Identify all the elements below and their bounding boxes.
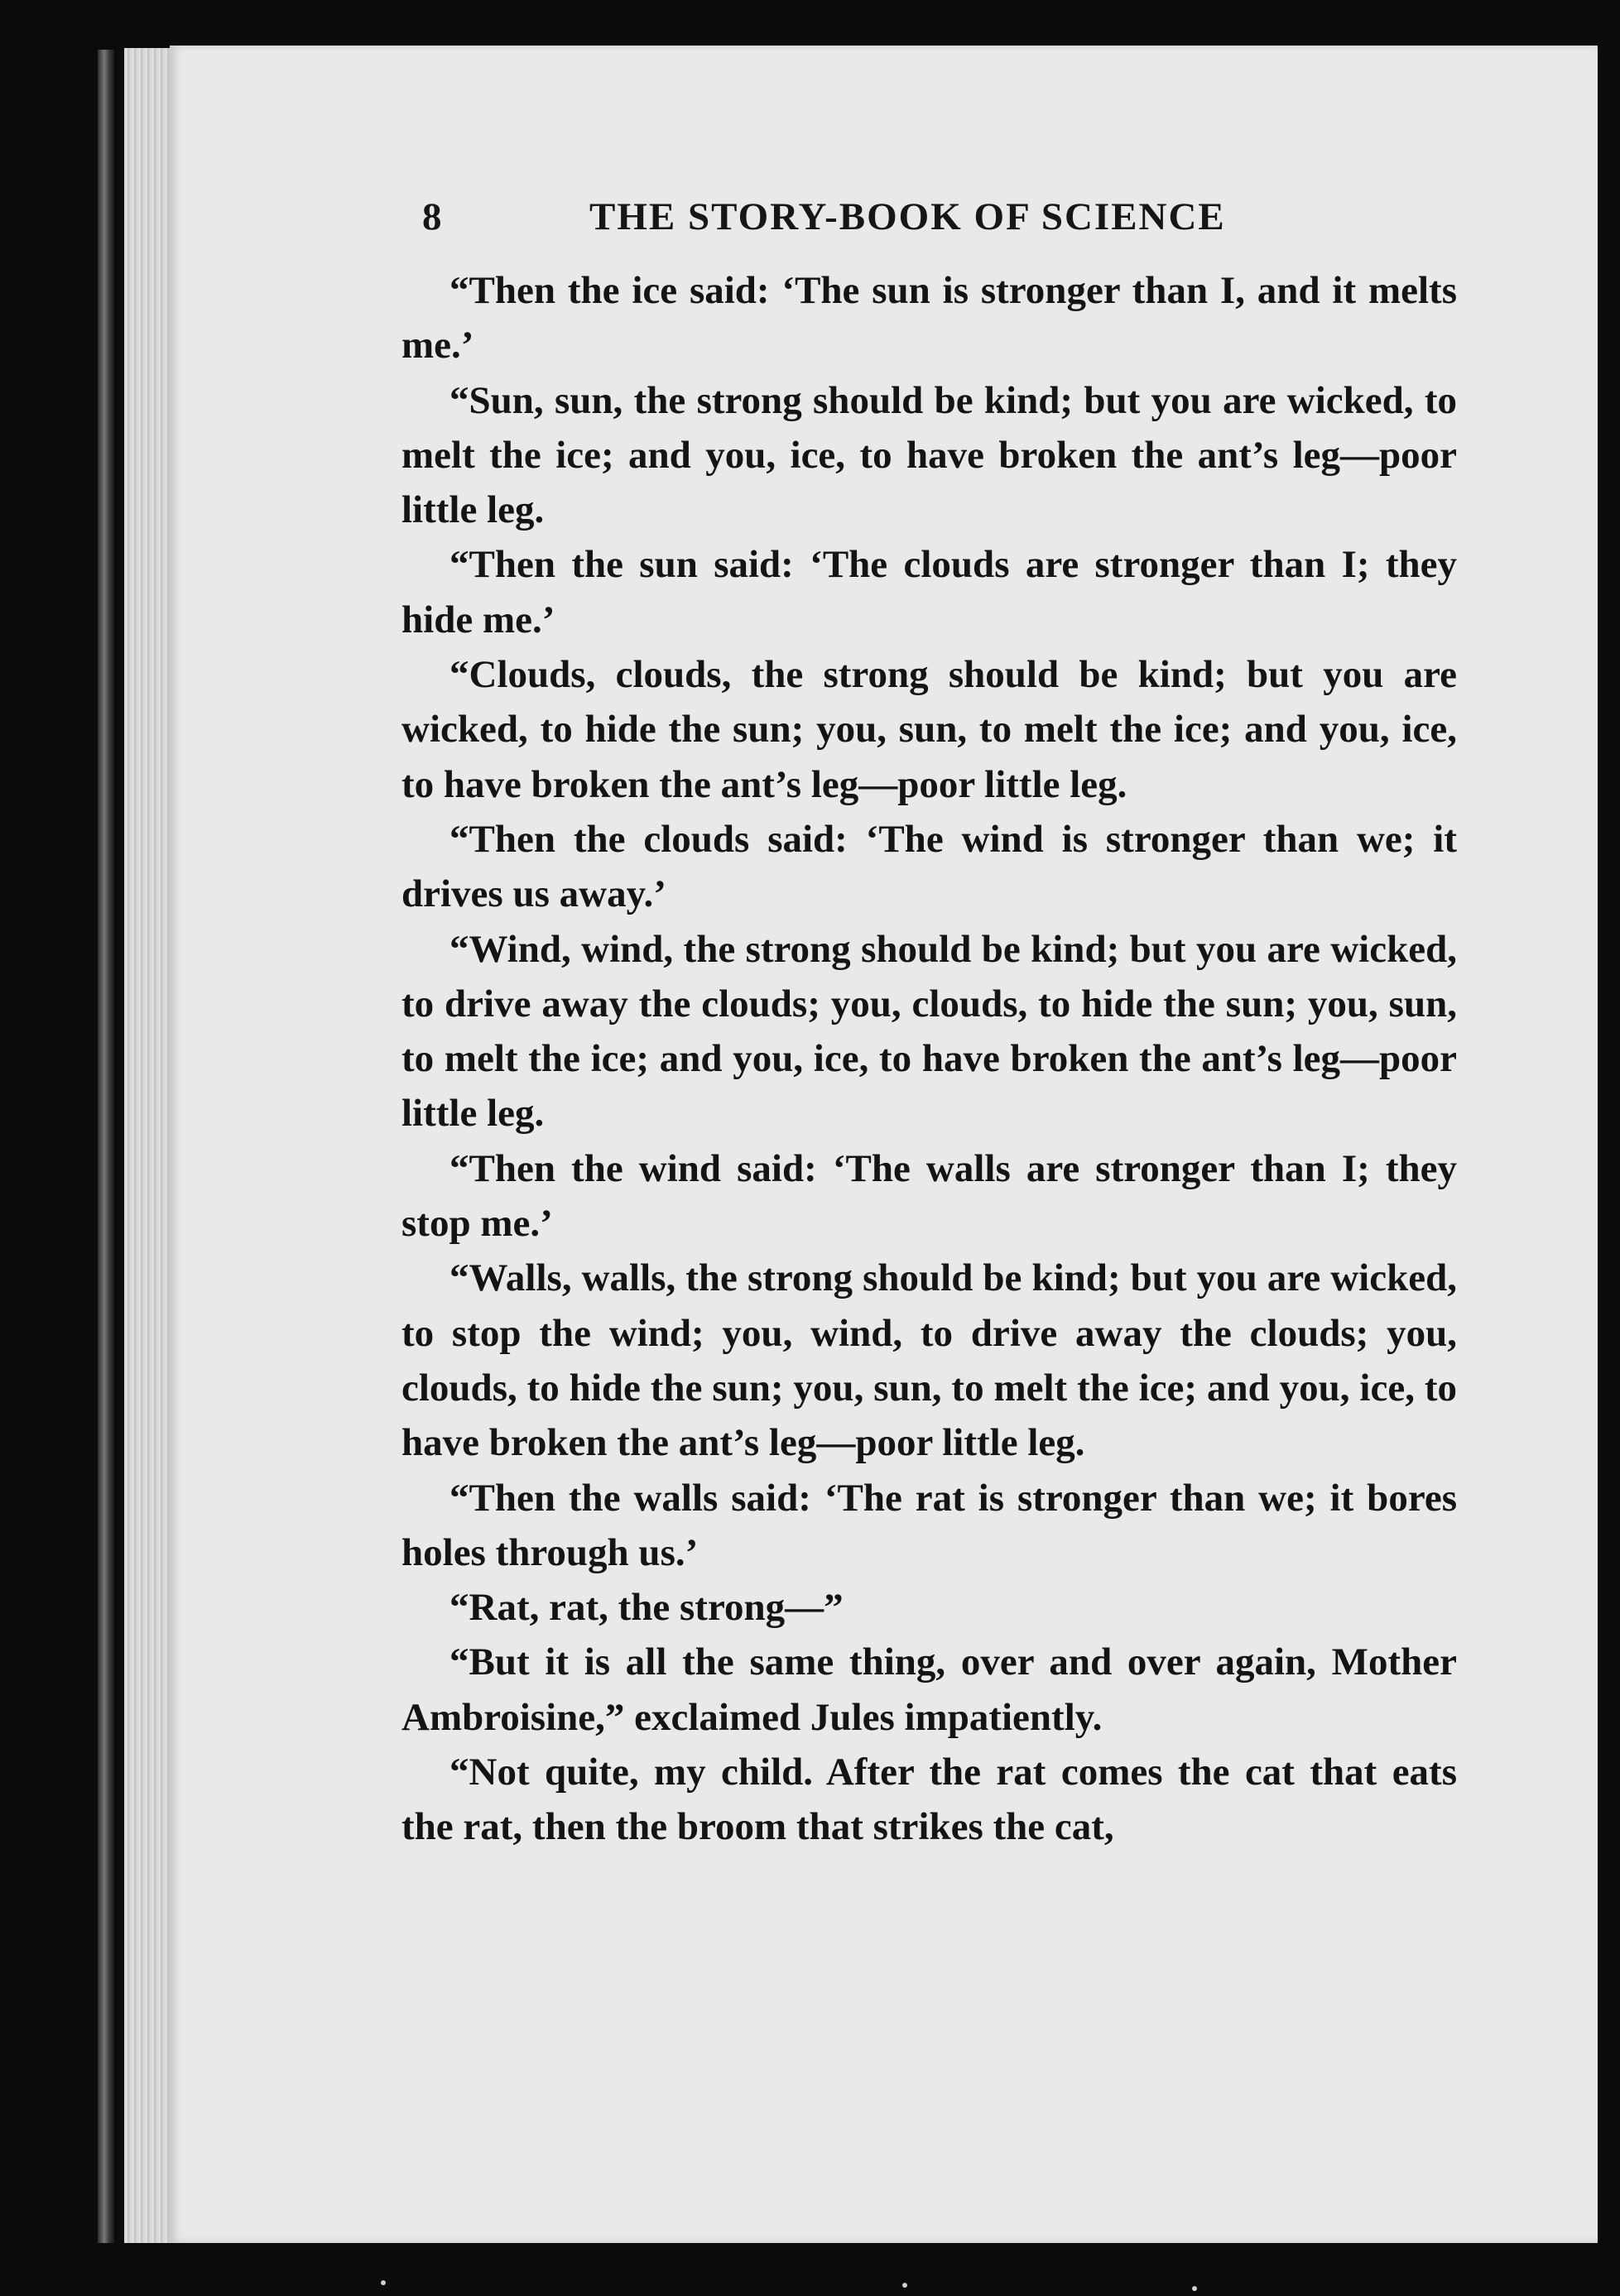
paragraph: “Sun, sun, the strong should be kind; but you are wicked, to melt the ice; and you, ice, to have broken the ant’s leg—poor little leg. (401, 378, 1457, 532)
paragraph: “Then the clouds said: ‘The wind is stronger than we; it drives us away.’ (401, 817, 1457, 916)
page-number: 8 (422, 195, 442, 238)
paragraph: “Then the walls said: ‘The rat is stronger than we; it bores holes through us.’ (401, 1476, 1457, 1574)
page-stack-edge (124, 48, 175, 2243)
scan-speck (902, 2283, 907, 2288)
running-head: THE STORY-BOOK OF SCIENCE (589, 195, 1226, 238)
paragraph: “Then the sun said: ‘The clouds are stronger than I; they hide me.’ (401, 543, 1457, 641)
paragraph: “Not quite, my child. After the rat comes the cat that eats the rat, then the broom that strikes the cat, (401, 1751, 1457, 1849)
scan-speck (381, 2280, 386, 2285)
scan-speck (1192, 2286, 1197, 2291)
book-spine-edge (98, 50, 114, 2243)
paragraph: “Rat, rat, the strong—” (449, 1586, 844, 1630)
paragraph: “Walls, walls, the strong should be kind; but you are wicked, to stop the wind; you, wind, to drive away the clouds; you, clouds, to hide the sun; you, sun, to melt the ice; and you, ice, to have broken the ant’s leg—poor little leg. (401, 1256, 1457, 1465)
paragraph: “Then the wind said: ‘The walls are stronger than I; they stop me.’ (401, 1146, 1457, 1246)
paragraph: “But it is all the same thing, over and over again, Mother Ambroisine,” exclaimed Jules impatiently. (401, 1640, 1457, 1739)
body-text (401, 263, 1457, 1855)
paragraph: “Wind, wind, the strong should be kind; but you are wicked, to drive away the clouds; you, clouds, to hide the sun; you, sun, to melt the ice; and you, ice, to have broken the ant’s leg—poor little leg. (401, 927, 1457, 1136)
paragraph: “Clouds, clouds, the strong should be kind; but you are wicked, to hide the sun; you, sun, to melt the ice; and you, ice, to have broken the ant’s leg—poor little leg. (401, 653, 1457, 806)
paragraph: “Then the ice said: ‘The sun is stronger than I, and it melts me.’ (401, 269, 1457, 367)
